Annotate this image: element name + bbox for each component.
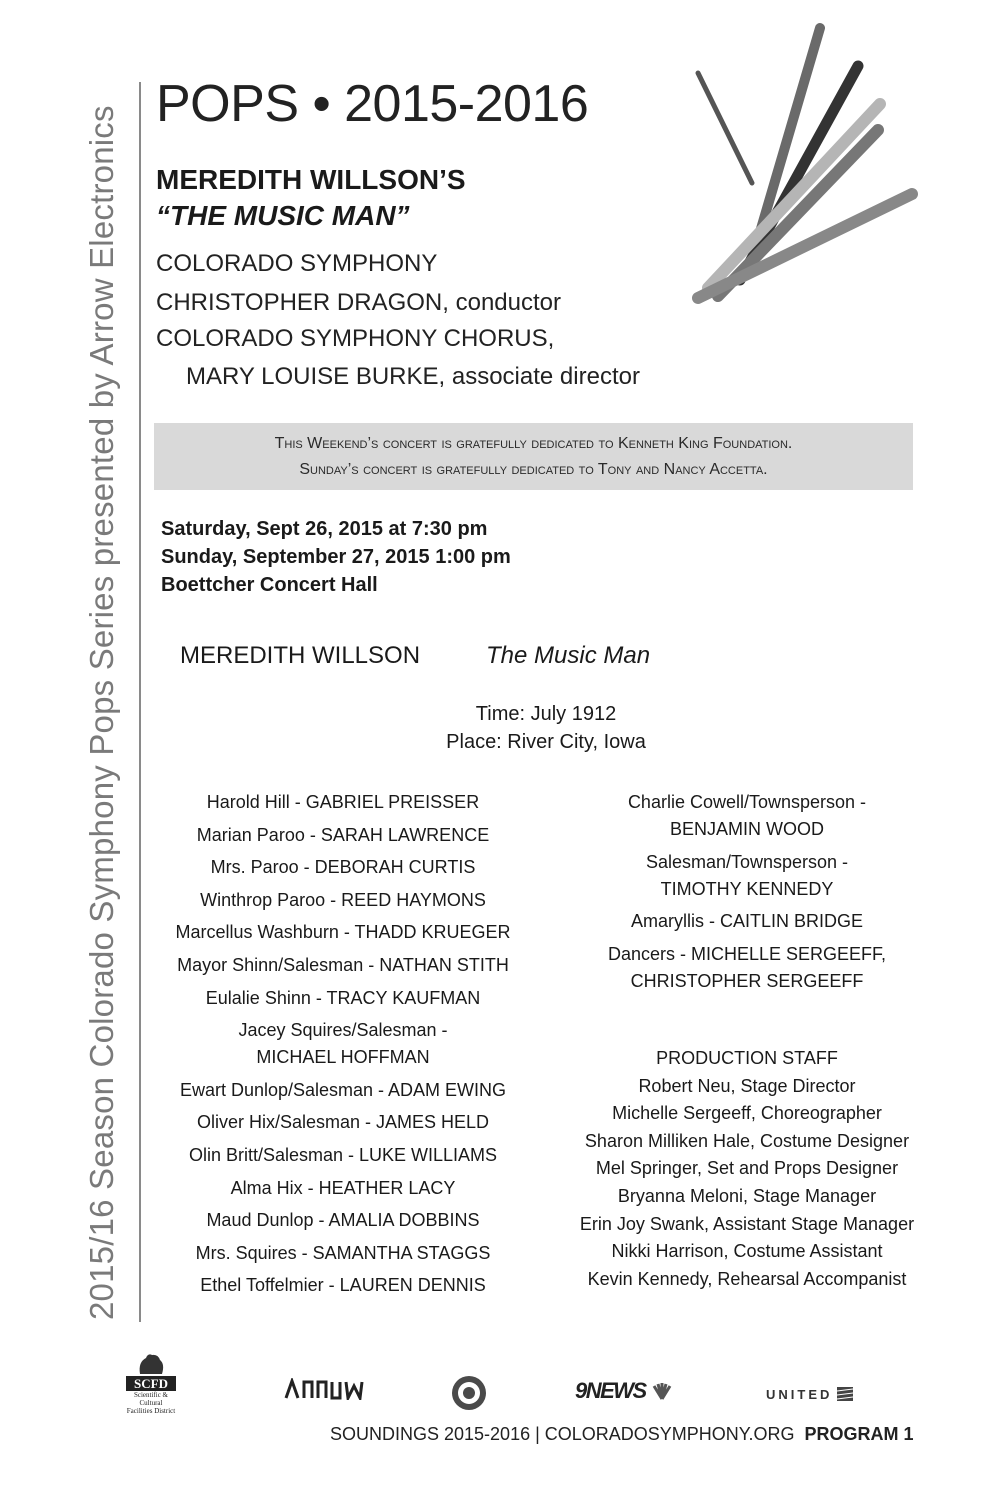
- cast-member: Ethel Toffelmier - LAUREN DENNIS: [200, 1275, 486, 1296]
- production-staff: [563, 1045, 931, 1293]
- show-composer-title: MEREDITH WILLSON’S: [156, 164, 466, 195]
- cast-member: Olin Britt/Salesman - LUKE WILLIAMS: [188, 1144, 498, 1165]
- production-staff-heading: PRODUCTION STAFF: [656, 1048, 838, 1068]
- target-bullseye-icon: [450, 1374, 488, 1412]
- cast-member: Marian Paroo - SARAH LAWRENCE: [196, 824, 490, 845]
- cast-member: Dancers - MICHELLE SERGEEFF, CHRISTOPHER SERGEEFF: [607, 943, 887, 991]
- bear-icon: [134, 1352, 168, 1376]
- page-title: POPS • 2015-2016: [156, 75, 589, 133]
- 9news-logo: [575, 1378, 674, 1404]
- cast-member: Harold Hill - GABRIEL PREISSER: [206, 792, 480, 812]
- cast-list-left: [155, 789, 531, 1305]
- setting-place: Place: River City, Iowa: [446, 731, 646, 753]
- credit-associate-director: MARY LOUISE BURKE, associate director: [186, 363, 640, 390]
- target-logo: [450, 1374, 488, 1417]
- cast-member: Marcellus Washburn - THADD KRUEGER: [175, 922, 511, 943]
- cast-member: Mrs. Paroo - DEBORAH CURTIS: [210, 857, 476, 878]
- staff-member: Michelle Sergeeff, Choreographer: [612, 1103, 882, 1124]
- staff-member: Bryanna Meloni, Stage Manager: [617, 1185, 877, 1206]
- dedication-box: [154, 423, 913, 490]
- credit-chorus: COLORADO SYMPHONY CHORUS,: [156, 325, 555, 352]
- performance-date: Saturday, Sept 26, 2015 at 7:30 pm: [161, 518, 488, 540]
- performance-dates: [161, 515, 511, 599]
- cast-list-right: [563, 789, 931, 1000]
- cast-member: Mayor Shinn/Salesman - NATHAN STITH: [177, 954, 509, 975]
- cast-member: Mrs. Squires - SAMANTHA STAGGS: [195, 1242, 491, 1263]
- staff-member: Nikki Harrison, Costume Assistant: [611, 1241, 883, 1262]
- cast-member: Maud Dunlop - AMALIA DOBBINS: [206, 1210, 480, 1231]
- cast-member: Oliver Hix/Salesman - JAMES HELD: [196, 1112, 490, 1133]
- setting-info: [400, 700, 692, 756]
- 9news-logo-text: 9NEWS: [575, 1378, 646, 1403]
- arrow-logo-mark: [284, 1378, 364, 1400]
- series-sidebar-text: 2015/16 Season Colorado Symphony Pops Series presented by Arrow Electronics: [83, 105, 120, 1320]
- program-label: PROGRAM 1: [804, 1424, 914, 1444]
- arrow-logo: [284, 1378, 364, 1405]
- scfd-logo: [126, 1352, 176, 1422]
- footer-text: SOUNDINGS 2015-2016 | COLORADOSYMPHONY.ORG: [330, 1424, 795, 1444]
- baton-strokes-graphic: [690, 18, 920, 308]
- staff-member: Kevin Kennedy, Rehearsal Accompanist: [587, 1268, 907, 1289]
- cast-member: Ewart Dunlop/Salesman - ADAM EWING: [179, 1079, 507, 1100]
- staff-member: Erin Joy Swank, Assistant Stage Manager: [579, 1213, 915, 1234]
- program-composer: MEREDITH WILLSON: [180, 642, 421, 669]
- program-work: The Music Man: [486, 642, 651, 669]
- peacock-icon: [650, 1382, 674, 1400]
- credit-orchestra: COLORADO SYMPHONY: [156, 250, 438, 277]
- scfd-logo-subtext: Scientific & Cultural Facilities District: [126, 1391, 176, 1415]
- staff-member: Robert Neu, Stage Director: [638, 1075, 856, 1096]
- united-logo: [766, 1386, 853, 1404]
- setting-time: Time: July 1912: [475, 703, 617, 725]
- cast-member: Jacey Squires/Salesman - MICHAEL HOFFMAN: [238, 1020, 448, 1068]
- cast-member: Amaryllis - CAITLIN BRIDGE: [630, 911, 864, 932]
- cast-member: Salesman/Townsperson - TIMOTHY KENNEDY: [645, 851, 849, 899]
- page-footer: [330, 1424, 914, 1445]
- staff-member: Sharon Milliken Hale, Costume Designer: [584, 1130, 910, 1151]
- cast-member: Charlie Cowell/Townsperson - BENJAMIN WOOD: [627, 792, 867, 839]
- cast-member: Eulalie Shinn - TRACY KAUFMAN: [205, 987, 481, 1008]
- united-logo-text: UNITED: [766, 1387, 833, 1402]
- credit-conductor: CHRISTOPHER DRAGON, conductor: [156, 289, 561, 316]
- show-title: “THE MUSIC MAN”: [156, 200, 410, 231]
- globe-icon: [837, 1387, 853, 1401]
- staff-member: Mel Springer, Set and Props Designer: [595, 1158, 899, 1179]
- scfd-logo-text: SCFD: [126, 1376, 176, 1391]
- dedication-line: This Weekend’s concert is gratefully dedicated to Kenneth King Foundation.: [274, 435, 793, 452]
- dedication-line: Sunday’s concert is gratefully dedicated to Tony and Nancy Accetta.: [299, 461, 768, 478]
- cast-member: Winthrop Paroo - REED HAYMONS: [200, 889, 486, 910]
- performance-date: Sunday, September 27, 2015 1:00 pm: [161, 546, 511, 568]
- venue: Boettcher Concert Hall: [161, 574, 378, 596]
- sidebar-divider: [139, 82, 141, 1322]
- cast-member: Alma Hix - HEATHER LACY: [230, 1177, 456, 1198]
